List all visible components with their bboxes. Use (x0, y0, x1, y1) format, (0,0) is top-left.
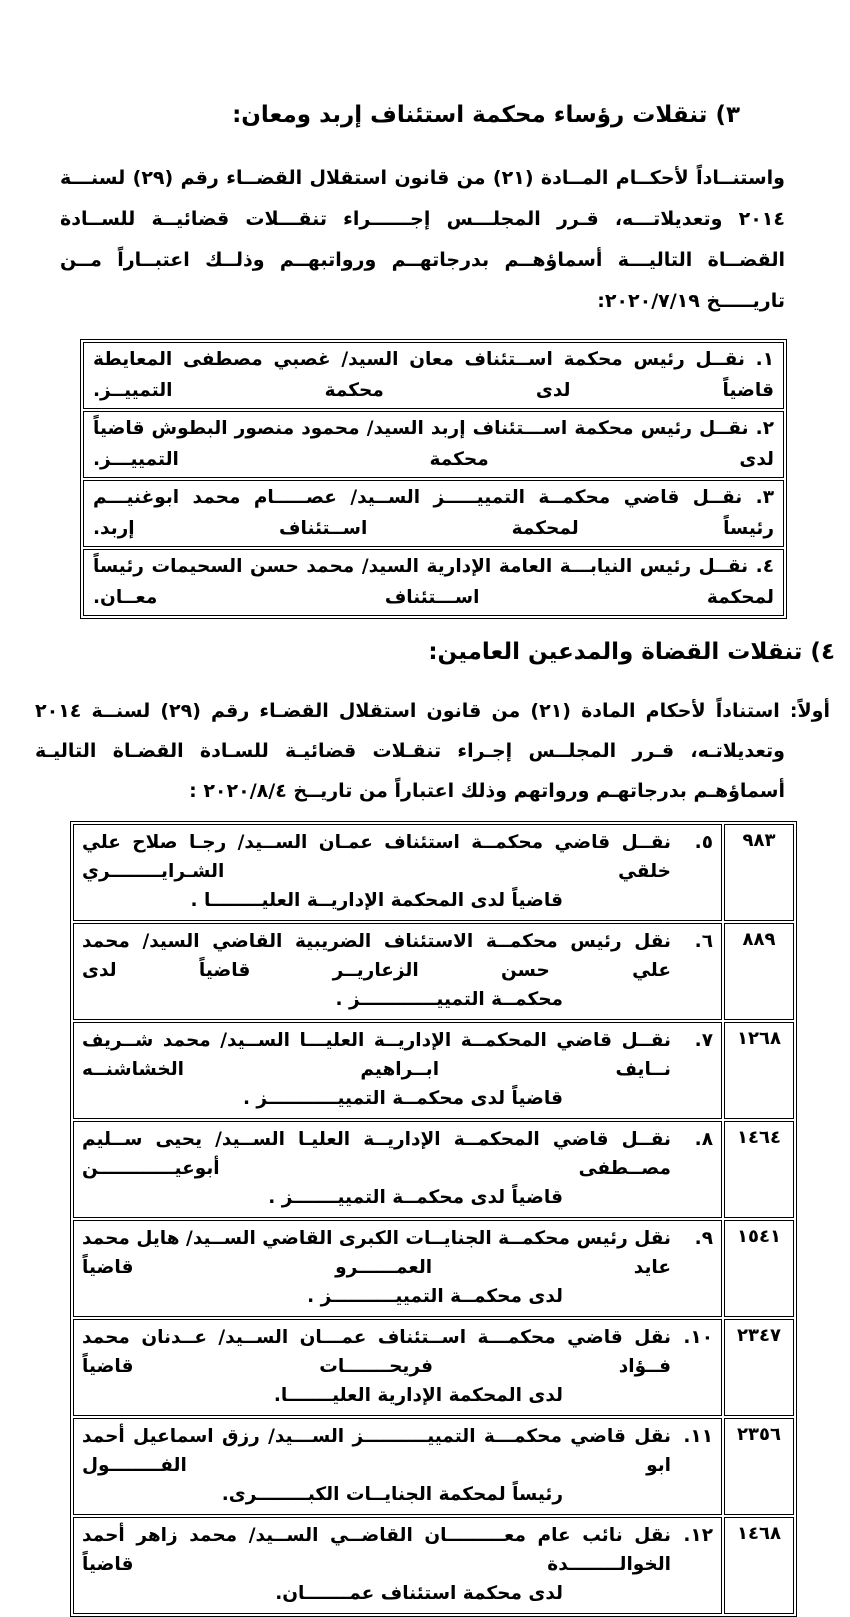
transfer-entry-text: ٣. نقــل قاضي محكمــة التمييـــــز الســيد/ عصـــــام محمد ابوغنيـــم رئيساً لمحكمة اســتئناف إربد. (83, 480, 784, 547)
entry-index: ١٢. (683, 1525, 713, 1546)
entry-index: ١١. (683, 1426, 713, 1447)
entry-text-line2: قاضياً لدى محكمــة التمييـــــــــــز . (242, 1088, 563, 1109)
entry-text-line2: لدى محكمــة التمييــــــــــز . (307, 1286, 563, 1307)
entry-index: ١٠. (683, 1327, 713, 1348)
row-ref-number: ٩٨٣ (724, 824, 794, 921)
table-row (83, 480, 784, 547)
entry-text-line2: رئيساً لمحكمة الجنايــات الكبــــــــرى. (221, 1484, 563, 1505)
table-row (83, 549, 784, 616)
transfer-entry (73, 1418, 722, 1515)
transfer-entry (73, 923, 722, 1020)
row-ref-number: ٨٨٩ (724, 923, 794, 1020)
entry-index: ٧. (694, 1030, 713, 1051)
entry-text-line1: نقل رئيس محكمــة الجنايــات الكبرى القاضي الســيد/ هايل محمد عايد العمــــــرو قاضياً (82, 1228, 671, 1278)
transfer-entry-text: ٢. نقــل رئيس محكمة اســـتئناف إربد السيد/ محمود منصور البطوش قاضياً لدى محكمة التمييـــز. (83, 411, 784, 478)
transfer-entry-text: ١. نقــل رئيس محكمة اســتئناف معان السيد/ غصبي مصطفى المعايطة قاضياً لدى محكمة التمييــز. (83, 342, 784, 409)
entry-first-line (82, 927, 713, 985)
entry-first-line (82, 1125, 713, 1183)
section-3-intro-paragraph: واستنــاداً لأحكــام المــادة (٢١) من قانون استقلال القضــاء رقم (٢٩) لسنـــة ٢٠١٤ وتعديلاتـــه، قـرر المجلـــس إجــــــراء تنقـــلات قضائيــة للســادة القضــاة التاليـــة أسماؤهــم بدرجاتهــم ورواتبهــم وذلــك اعتبــاراً مــن تاريـــــخ ٢٠٢٠/٧/١٩: (60, 167, 785, 312)
entry-first-line (82, 1521, 713, 1579)
entry-first-line (82, 1026, 713, 1084)
row-ref-number: ٢٣٤٧ (724, 1319, 794, 1416)
table-row (83, 342, 784, 409)
row-ref-number: ١٢٦٨ (724, 1022, 794, 1119)
table-row (73, 923, 794, 1020)
table-row (73, 1418, 794, 1515)
row-ref-number: ٢٣٥٦ (724, 1418, 794, 1515)
entry-index: ٥. (694, 832, 713, 853)
entry-text-line2: محكمــة التمييــــــــــــز . (335, 989, 563, 1010)
section-4-intro-paragraph: أولاً: استناداً لأحكام المادة (٢١) من قانون استقلال القضـاء رقم (٢٩) لسنــة ٢٠١٤ وتعديلاتـه، قـرر المجلــس إجـراء تنقـلات قضائيـة للسـادة القضـاة التاليـة أسماؤهـم بدرجاتهـم ورواتهم وذلك اعتباراً من تاريــخ ٢٠٢٠/٨/٤ : (35, 700, 830, 802)
entry-text-line2: قاضياً لدى المحكمة الإداريــة العليــــــــا . (190, 890, 563, 911)
section-4-heading: ٤) تنقلات القضاة والمدعين العامين: (428, 639, 835, 665)
entry-first-line (82, 1323, 713, 1381)
transfer-entry (73, 1517, 722, 1614)
entry-first-line (82, 1224, 713, 1282)
entry-first-line (82, 1422, 713, 1480)
table-row (73, 1220, 794, 1317)
table-row (73, 1319, 794, 1416)
transfer-entry (73, 1121, 722, 1218)
entry-first-line (82, 828, 713, 886)
entry-text-line1: نقل قاضي محكمـــة اســتئناف عمـــان الســيد/ عــدنان محمد فــؤاد فريحـــــــات قاضياً (82, 1327, 671, 1377)
judges-prosecutors-transfers-table (70, 821, 797, 1617)
table-row (73, 1022, 794, 1119)
row-ref-number: ١٥٤١ (724, 1220, 794, 1317)
entry-index: ٩. (694, 1228, 713, 1249)
appeal-presidents-transfers-table (80, 339, 787, 619)
entry-text-line1: نقــل قاضي محكمــة استئناف عمـان الســيد/ رجـا صلاح علي خلقي الشـرايــــــــري (82, 832, 671, 882)
entry-text-line1: نقل قاضي محكمـــة التمييــــــــــز الســـيد/ رزق اسماعيل أحمد ابو الفــــــــول (82, 1426, 671, 1476)
entry-text-line1: نقل رئيس محكمــة الاستئناف الضريبية القاضي السيد/ محمد علي حسن الزعاريــر قاضياً لدى (82, 931, 671, 981)
transfer-entry (73, 1022, 722, 1119)
transfer-entry (73, 1220, 722, 1317)
entry-index: ٨. (694, 1129, 713, 1150)
table-row (73, 1517, 794, 1614)
entry-text-line1: نقــل قاضي المحكمــة الإداريــة العليـا الســيد/ يحيى ســليم مصــطفى أبوعيــــــــــــن (82, 1129, 671, 1179)
entry-index: ٦. (694, 931, 713, 952)
table-row (73, 824, 794, 921)
table-row (83, 411, 784, 478)
section-3-heading: ٣) تنقلات رؤساء محكمة استئناف إربد ومعان: (232, 102, 740, 128)
transfer-entry-text: ٤. نقــل رئيس النيابـــة العامة الإدارية السيد/ محمد حسن السحيمات رئيساً لمحكمة اســـتئناف معــان. (83, 549, 784, 616)
entry-text-line2: لدى محكمة استئناف عمـــــــان. (275, 1583, 563, 1604)
row-ref-number: ١٤٦٨ (724, 1517, 794, 1614)
transfer-entry (73, 1319, 722, 1416)
table-row (73, 1121, 794, 1218)
entry-text-line2: قاضياً لدى محكمــة التمييـــــــز . (268, 1187, 563, 1208)
entry-text-line1: نقــل قاضي المحكمــة الإداريــة العليـــا الســيد/ محمد شــريف نــايف ابــراهيم الخشاشنــه (82, 1030, 671, 1080)
transfer-entry (73, 824, 722, 921)
entry-text-line2: لدى المحكمة الإدارية العليـــــــا. (273, 1385, 563, 1406)
row-ref-number: ١٤٦٤ (724, 1121, 794, 1218)
entry-text-line1: نقل نائب عام معـــــــــان القاضــي الســيد/ محمد زاهر أحمد الخوالــــــــدة قاضياً (82, 1525, 671, 1575)
